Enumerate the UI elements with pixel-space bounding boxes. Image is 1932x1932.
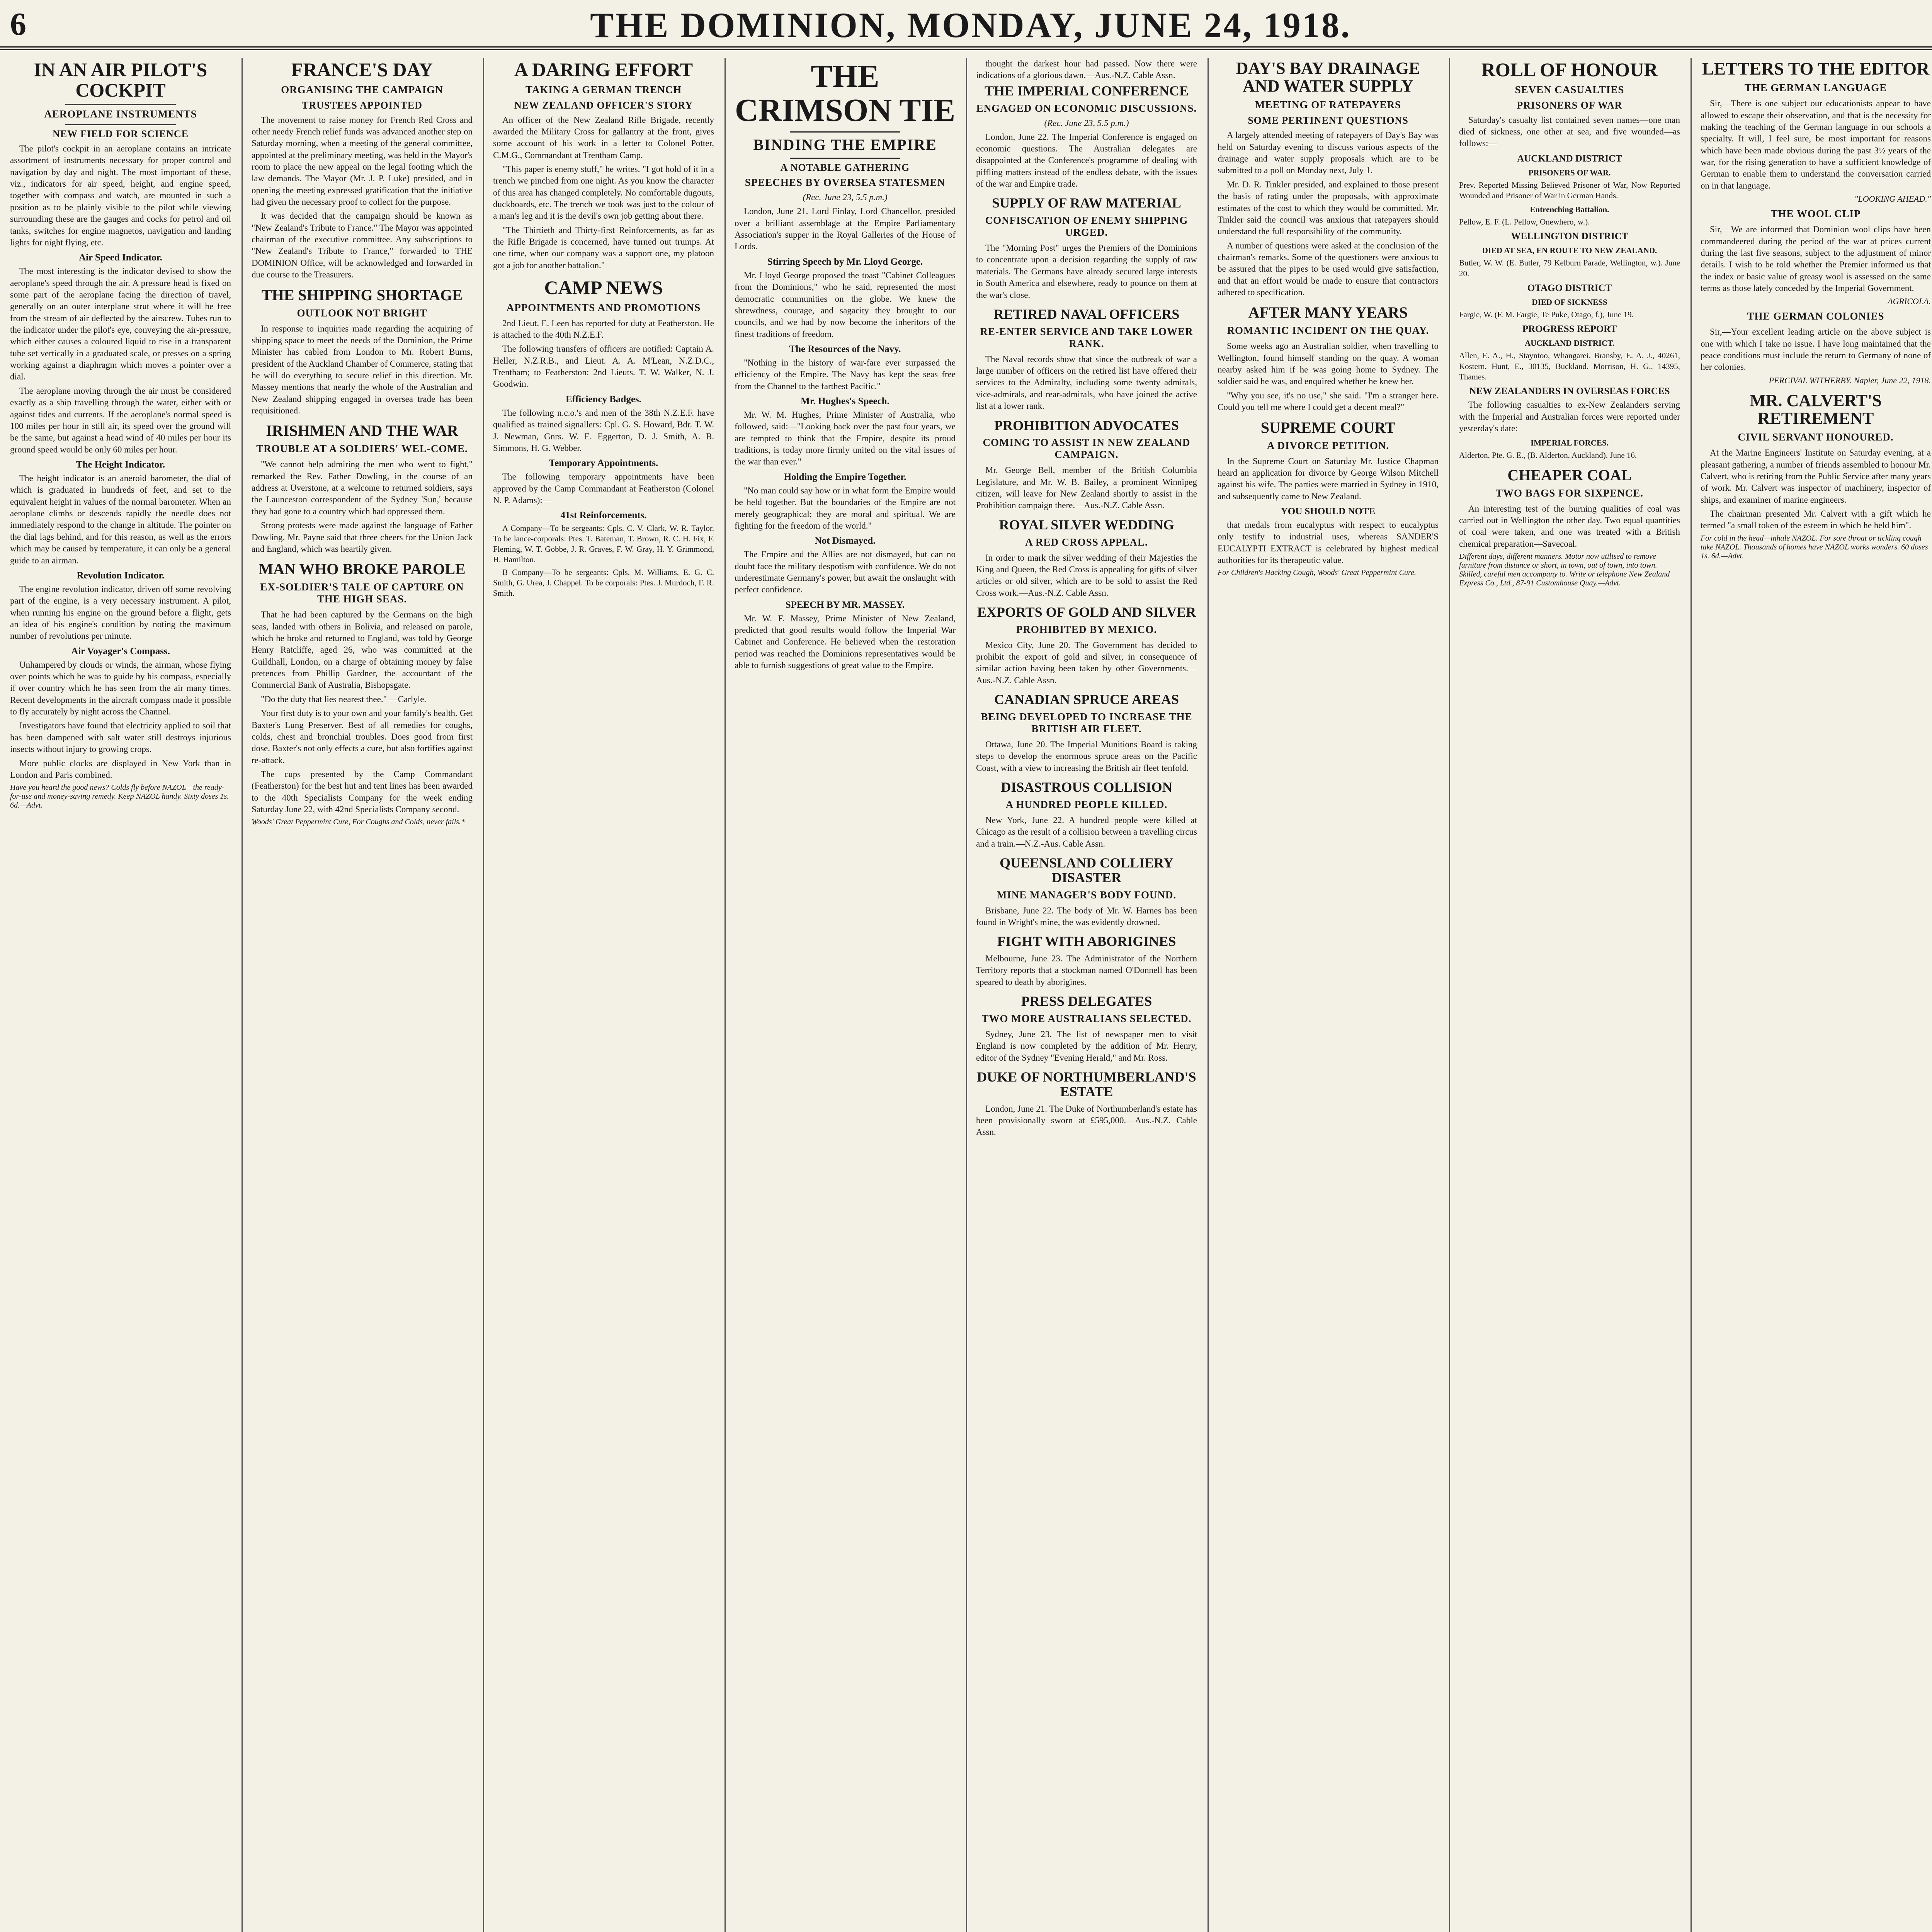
- deck: APPOINTMENTS AND PROMOTIONS: [506, 301, 701, 313]
- paragraph: Sir,—Your excellent leading article on the above subject is one with which I take no issue. I have long maintained that the peace conditions must include the return to Germany of none of her colonies.: [1701, 327, 1931, 372]
- side-heading: NEW ZEALANDERS IN OVERSEAS FORCES: [1469, 386, 1670, 397]
- dateline: (Rec. June 23, 5.5 p.m.): [1044, 118, 1129, 128]
- paragraph: Investigators have found that electricity applied to soil that has been dampened with salt water still destroys injurious insects without injury to growing crops.: [10, 721, 231, 754]
- subhead: NEW ZEALAND OFFICER'S STORY: [514, 99, 693, 111]
- paragraph: More public clocks are displayed in New York than in London and Paris combined.: [10, 758, 231, 780]
- article-northumberland: [976, 1070, 1197, 1138]
- headline: CAMP NEWS: [544, 277, 663, 299]
- article-frances-day: [252, 60, 473, 281]
- headline: DAY'S BAY DRAINAGE AND WATER SUPPLY: [1236, 59, 1420, 96]
- deck: BEING DEVELOPED TO INCREASE THE BRITISH AIR FLEET.: [981, 711, 1192, 735]
- paragraph: Melbourne, June 23. The Administrator of the Northern Territory reports that a stockman named O'Donnell has been speared to death by aborigines.: [976, 954, 1197, 987]
- deck: ORGANISING THE CAMPAIGN: [281, 83, 443, 95]
- column-5: [971, 58, 1202, 1932]
- article-raw-material: [976, 196, 1197, 301]
- paragraph: At the Marine Engineers' Institute on Saturday evening, at a pleasant gathering, a number of friends assembled to honour Mr. Calvert, who is retiring from the Public Service after many years of work. Mr. Calvert was inspector of machinery, inspector of ships, and examiner of marine engineers.: [1701, 448, 1931, 505]
- paragraph: The Empire and the Allies are not dismayed, but can no doubt face the military despotism with confidence. We do not underestimate Germany's power, but await the onslaught with perfect confidence.: [735, 549, 956, 595]
- paragraph: The most interesting is the indicator devised to show the aeroplane's speed through the air. A pressure head is fixed on some part of the aeroplane facing the direction of travel, generally on an outer interplane strut where it will be free from the stream of air deflected by the airscrew. Tubes run to the indicator under the pilot's eye, conveying the air-pressure, which either causes a coloured liquid to rise in a transparent tube set vertically in a graduated scale, or presses on a spring working against a diaphragm which moves a pointer over a dial.: [10, 266, 231, 382]
- side-heading: Temporary Appointments.: [549, 458, 658, 469]
- article-irishmen: [252, 423, 473, 555]
- paragraph: Strong protests were made against the language of Father Dowling. Mr. Payne said that three cheers for the Union Jack and England, which was heartily given.: [252, 520, 473, 554]
- paragraph: An interesting test of the burning qualities of coal was carried out in Wellington the other day. Two equal quantities of coal were taken, and one was treated with a British chemical preparation—Savecoal.: [1459, 503, 1680, 549]
- article-gold-silver: [976, 605, 1197, 686]
- article-cheaper-coal: [1459, 467, 1680, 588]
- paragraph: Ottawa, June 20. The Imperial Munitions Board is taking steps to develop the enormous spruce areas on the Pacific Coast, with a view to increasing the British air fleet tenfold.: [976, 740, 1197, 773]
- deck: TWO BAGS FOR SIXPENCE.: [1495, 487, 1644, 499]
- paragraph: The following transfers of officers are notified: Captain A. Heller, N.Z.R.B., and Lieut. A. A. M'Lean, N.Z.D.C., Trentham; to Featherston: 2nd Lieuts. T. W. Walker, N. J. Goodwin.: [493, 344, 714, 389]
- column-rule: [483, 58, 484, 1932]
- subhead: PRISONERS OF WAR: [1517, 99, 1622, 111]
- paragraph: It was decided that the campaign should be known as "New Zealand's Tribute to France." The Mayor was appointed chairman of the executive committee. Any subscriptions to "New Zealand's Tribute to France," forwarded to THE DOMINION Office, will be acknowledged and forwarded in due course to the Treasurers.: [252, 211, 473, 280]
- article-calvert: [1701, 392, 1931, 561]
- paragraph: Mr. W. F. Massey, Prime Minister of New Zealand, predicted that good results would follow the Imperial War Cabinet and Conference. He believed when the restoration period was reached the Dominions representatives would be able to furnish suggestions of great value to the Empire.: [735, 613, 956, 670]
- article-after-many-years: [1218, 304, 1439, 413]
- deck: CONFISCATION OF ENEMY SHIPPING URGED.: [985, 214, 1188, 238]
- column-rule: [1449, 58, 1450, 1932]
- article-aborigines: [976, 934, 1197, 988]
- advertisement: For cold in the head—inhale NAZOL. For sore throat or tickling cough take NAZOL. Thousands of homes have NAZOL works wonders. 60 doses 1s. 6d.—Advt.: [1701, 534, 1928, 560]
- deck: A RED CROSS APPEAL.: [1025, 536, 1148, 548]
- headline: MR. CALVERT'S RETIREMENT: [1750, 391, 1882, 428]
- paragraph: In order to mark the silver wedding of their Majesties the King and Queen, the Red Cross is appealing for gifts of silver articles or old silver, which are to be sold to assist the Red Cross work.—Aus.-N.Z. Cable Assn.: [976, 553, 1197, 598]
- article-naval-officers: [976, 307, 1197, 412]
- paragraph: The height indicator is an aneroid barometer, the dial of which is graduated in hundreds of feet, and set to the equivalent height in values of the normal barometer. When an aeroplane climbs or descends rapidly the needle does not immediately respond to the change in altitude. The pointer on the dial lags behind, and for this reason, as well as the errors which may be caused by temperature, it can only be a general guide to an airman.: [10, 473, 231, 565]
- paragraph: London, June 21. The Duke of Northumberland's estate has been provisionally sworn at £595,000.—Aus.-N.Z. Cable Assn.: [976, 1104, 1197, 1137]
- side-heading: Revolution Indicator.: [77, 570, 165, 581]
- paragraph: Unhampered by clouds or winds, the airman, whose flying over points which he was to guide by his compass, especially if over country which he has seen from the air many times. Recent developments in the aircraft compass made it possible to fly accurately by night across the Channel.: [10, 660, 231, 717]
- list-item: Pellow, E. F. (L. Pellow, Onewhero, w.).: [1459, 217, 1590, 227]
- column-rule: [724, 58, 726, 1932]
- paragraph: Some weeks ago an Australian soldier, when travelling to Wellington, found himself standing on the quay. A woman nearby asked him if he was going home to Sydney. The soldier said he was, and enquired whether he knew her.: [1218, 341, 1439, 386]
- headline: AFTER MANY YEARS: [1248, 304, 1408, 321]
- column-2: [247, 58, 477, 1932]
- article-spruce: [976, 692, 1197, 774]
- article-crimson-tie: [735, 60, 956, 672]
- side-heading: IMPERIAL FORCES.: [1531, 438, 1609, 448]
- article-silver-wedding: [976, 518, 1197, 599]
- paragraph: London, June 22. The Imperial Conference is engaged on economic questions. The Australian delegates are disappointed at the Conference's programme of dealing with piffling matters instead of the endless debate, with the issues of the war and Empire trade.: [976, 132, 1197, 189]
- headline: PRESS DELEGATES: [1021, 993, 1152, 1009]
- deck: TWO MORE AUSTRALIANS SELECTED.: [981, 1012, 1192, 1024]
- deck: TAKING A GERMAN TRENCH: [525, 83, 682, 95]
- signature: PERCIVAL WITHERBY. Napier, June 22, 1918.: [1769, 375, 1931, 385]
- side-heading: Air Voyager's Compass.: [71, 646, 170, 656]
- paragraph: "Do the duty that lies nearest thee." —Carlyle.: [261, 694, 427, 704]
- subhead: NEW FIELD FOR SCIENCE: [52, 128, 189, 139]
- paragraph: London, June 21. Lord Finlay, Lord Chancellor, presided over a brilliant assemblage at the Empire Parliamentary Association's supper in the Royal Galleries of the House of Lords.: [735, 206, 956, 252]
- headline: THE SHIPPING SHORTAGE: [261, 286, 463, 304]
- headline: FIGHT WITH ABORIGINES: [997, 934, 1176, 949]
- divider: [790, 131, 900, 133]
- deck: EX-SOLDIER'S TALE OF CAPTURE ON THE HIGH SEAS.: [260, 581, 464, 605]
- column-4: [730, 58, 960, 1932]
- headline: RETIRED NAVAL OFFICERS: [993, 306, 1180, 322]
- divider: [65, 124, 176, 125]
- paragraph: The aeroplane moving through the air must be considered exactly as a ship travelling through the water, either with or against tides and currents. If the aeroplane's normal speed is 100 miles per hour in still air, its speed over the ground will be the same, but against a head wind of 40 miles per hour its ground speed would be only 60 miles per hour.: [10, 386, 231, 454]
- side-heading: Mr. Hughes's Speech.: [801, 396, 889, 407]
- side-heading: OTAGO DISTRICT: [1527, 283, 1612, 294]
- paragraph: The "Morning Post" urges the Premiers of the Dominions to concentrate upon a decision regarding the supply of raw materials. The Germans have already secured large interests in South America and elsewhere, ready to pounce on them at the war's close.: [976, 243, 1197, 300]
- headline: ROYAL SILVER WEDDING: [999, 517, 1174, 532]
- deck: AEROPLANE INSTRUMENTS: [44, 108, 197, 120]
- paragraph: "This paper is enemy stuff," he writes. "I got hold of it in a trench we pinched from one night. As you know the character of this area has changed completely. No comfortable dugouts, duckboards, etc. The trench we took was just to the colour of a man's leg and it is the devil's own job getting about there.: [493, 164, 714, 221]
- paragraph: Mexico City, June 20. The Government has decided to prohibit the export of gold and silver, in consequence of similar action having been taken by other Governments.—Aus.-N.Z. Cable Assn.: [976, 640, 1197, 685]
- advertisement: Have you heard the good news? Colds fly before NAZOL—the ready-for-use and money-saving remedy. Keep NAZOL handy. Sixty doses 1s. 6d.—Advt.: [10, 783, 229, 810]
- deck: ENGAGED ON ECONOMIC DISCUSSIONS.: [976, 102, 1197, 114]
- paragraph: that medals from eucalyptus with respect to eucalyptus only testify to industrial uses, whereas SANDER'S EUCALYPTI EXTRACT is celebrated by highest medical authorities for its therapeutic value.: [1218, 520, 1439, 565]
- article-days-bay: [1218, 60, 1439, 298]
- paragraph: Mr. D. R. Tinkler presided, and explained to those present the basis of rating under the proposals, with approximate estimates of the cost to which they would be committed. Mr. Tinkler said the council was anxious that ratepayers should understand the full responsibility of the community.: [1218, 179, 1439, 236]
- headline: PROHIBITION ADVOCATES: [994, 417, 1179, 433]
- article-roll-of-honour: [1459, 60, 1680, 461]
- paragraph: Saturday's casualty list contained seven names—one man died of sickness, one other at sea, and five wounded—as follows:—: [1459, 115, 1680, 148]
- side-heading: PRISONERS OF WAR.: [1528, 168, 1611, 177]
- divider: [65, 104, 176, 105]
- headline: THE CRIMSON TIE: [735, 58, 956, 129]
- paragraph: The engine revolution indicator, driven off some revolving part of the engine, is a very necessary instrument. A pilot, when running his engine on the ground before a flight, gets an idea of his engine's condition by noting the maximum number of revolutions per minute.: [10, 584, 231, 641]
- article-supreme-court: [1218, 420, 1439, 578]
- paper-title: THE DOMINION, MONDAY, JUNE 24, 1918.: [590, 5, 1351, 45]
- deck: RE-ENTER SERVICE AND TAKE LOWER RANK.: [980, 325, 1193, 349]
- deck: CIVIL SERVANT HONOURED.: [1738, 431, 1894, 443]
- paragraph: Mr. Lloyd George proposed the toast "Cabinet Colleagues from the Dominions," who he said, represented the most democratic communities on the globe. We knew the shrewdness, courage, and sagacity they brought to our councils, and we had by now become the inheritors of the finest traditions of freedom.: [735, 270, 956, 339]
- side-heading: WELLINGTON DISTRICT: [1511, 231, 1628, 242]
- signature: AGRICOLA.: [1888, 296, 1931, 306]
- paragraph: "The Thirtieth and Thirty-first Reinforcements, as far as the Rifle Brigade is concerned, have turned out trumps. At one time, when our company was a support one, my platoon got a job for another battalion.": [493, 225, 714, 270]
- article-camp-news: [493, 277, 714, 598]
- paragraph: "Nothing in the history of war-fare ever surpassed the efficiency of the Empire. The Navy has kept the seas free from the Channel to the farthest Pacific.": [735, 357, 956, 391]
- side-heading: SPEECH BY MR. MASSEY.: [785, 599, 905, 610]
- headline: LETTERS TO THE EDITOR: [1702, 59, 1930, 78]
- deck: BINDING THE EMPIRE: [753, 136, 937, 154]
- subhead: SOME PERTINENT QUESTIONS: [1248, 115, 1408, 126]
- paragraph: The following n.c.o.'s and men of the 38th N.Z.E.F. have qualified as trained signallers: Cpl. G. S. Howard, Bdr. T. W. J. Newman, Gnrs. W. E. Eggerton, D. J. Smith, A. B. Simmons, H. G. Webber.: [493, 408, 714, 453]
- paragraph: The Naval records show that since the outbreak of war a large number of officers on the retired list have offered their services to the Admiralty, including some twenty admirals, vice-admirals, and rear-admirals, who have joined the active list at a lower rank.: [976, 354, 1197, 411]
- masthead: [0, 0, 1932, 50]
- side-heading: Efficiency Badges.: [566, 394, 641, 405]
- advertisement: Woods' Great Peppermint Cure, For Coughs and Colds, never fails.*: [252, 818, 465, 827]
- subhead: TRUSTEES APPOINTED: [301, 99, 423, 111]
- headline: A DARING EFFORT: [514, 59, 693, 80]
- paragraph: Brisbane, June 22. The body of Mr. W. Harnes has been found in Wright's mine, the was evidently drowned.: [976, 905, 1197, 927]
- deck: PROHIBITED BY MEXICO.: [1016, 623, 1157, 635]
- article-imperial-conference: [976, 84, 1197, 190]
- paragraph: An officer of the New Zealand Rifle Brigade, recently awarded the Military Cross for gallantry at the front, gives some account of his work in a letter to Colonel Potter, C.M.G., Commandant at Trentham Camp.: [493, 115, 714, 160]
- headline: SUPREME COURT: [1260, 418, 1396, 436]
- headline: CANADIAN SPRUCE AREAS: [994, 692, 1179, 707]
- column-6: [1213, 58, 1443, 1932]
- column-7: [1454, 58, 1685, 1932]
- article-press-delegates: [976, 994, 1197, 1064]
- headline: QUEENSLAND COLLIERY DISASTER: [1000, 855, 1173, 885]
- column-rule: [966, 58, 967, 1932]
- deck: SPEECHES BY OVERSEA STATESMEN: [745, 177, 946, 189]
- paragraph: Sydney, June 23. The list of newspaper men to visit England is now completed by the addition of Mr. Henry, editor of the Sydney "Evening Herald," and Mr. Ross.: [976, 1029, 1197, 1063]
- list-item: Prev. Reported Missing Believed Prisoner of War, Now Reported Wounded and Prisoner of War in German Hands.: [1459, 180, 1680, 200]
- headline: FRANCE'S DAY: [291, 59, 433, 80]
- column-rule: [1208, 58, 1209, 1932]
- paragraph: 2nd Lieut. E. Leen has reported for duty at Featherston. He is attached to the 40th N.Z.E.F.: [493, 318, 714, 340]
- headline: IRISHMEN AND THE WAR: [266, 422, 458, 440]
- paragraph: "Why you see, it's no use," she said. "I'm a stranger here. Could you tell me where I could get a decent meal?": [1218, 390, 1439, 412]
- side-heading: Holding the Empire Together.: [784, 471, 906, 482]
- deck: A DIVORCE PETITION.: [1267, 439, 1389, 451]
- side-heading: AUCKLAND DISTRICT: [1517, 153, 1622, 164]
- side-heading: DIED OF SICKNESS: [1532, 298, 1607, 307]
- paragraph: Sir,—There is one subject our educationists appear to have allowed to escape their observation, and that is the necessity for making the teaching of the German language in our schools a specialty. It will, I feel sure, be most important for reasons which have been made obvious during the past 3½ years of the war, for the rising generation to have a sufficient knowledge of German to enable them to understand the conversation carried on in that language.: [1701, 99, 1931, 190]
- headline: DISASTROUS COLLISION: [1001, 779, 1172, 795]
- article-broke-parole: [252, 561, 473, 827]
- side-heading: Not Dismayed.: [815, 536, 876, 546]
- headline: IN AN AIR PILOT'S COCKPIT: [34, 59, 207, 101]
- deck: OUTLOOK NOT BRIGHT: [297, 307, 427, 319]
- article-prohibition: [976, 418, 1197, 512]
- headline: THE IMPERIAL CONFERENCE: [984, 83, 1189, 99]
- deck: TROUBLE AT A SOLDIERS' WEL-COME.: [256, 443, 468, 455]
- article-air-pilot: [10, 60, 231, 810]
- headline: DUKE OF NORTHUMBERLAND'S ESTATE: [977, 1069, 1196, 1099]
- deck: MEETING OF RATEPAYERS: [1255, 99, 1401, 111]
- deck: COMING TO ASSIST IN NEW ZEALAND CAMPAIGN.: [983, 437, 1190, 461]
- column-3: [488, 58, 719, 1932]
- side-heading: YOU SHOULD NOTE: [1281, 506, 1376, 517]
- deck: THE WOOL CLIP: [1770, 208, 1861, 220]
- side-heading: Entrenching Battalion.: [1530, 205, 1609, 214]
- side-heading: AUCKLAND DISTRICT.: [1525, 338, 1614, 348]
- column-8: [1696, 58, 1932, 1932]
- signature: "LOOKING AHEAD.": [1854, 194, 1931, 204]
- list-item: Alderton, Pte. G. E., (B. Alderton, Auckland). June 16.: [1459, 451, 1637, 460]
- advertisement: For Children's Hacking Cough, Woods' Great Peppermint Cure.: [1218, 568, 1416, 577]
- column-rule: [242, 58, 243, 1932]
- paragraph: B Company—To be sergeants: Cpls. M. Williams, E. G. C. Smith, G. Urea, J. Chappel. To be corporals: Ptes. J. Murdoch, F. R. Smith.: [493, 567, 714, 598]
- paragraph: A number of questions were asked at the conclusion of the chairman's remarks. Some of the questioners were anxious to be assured that the pipes to be used would give satisfaction, and that an effort would be made to ensure that contractors adhered to specification.: [1218, 240, 1439, 298]
- headline: EXPORTS OF GOLD AND SILVER: [977, 604, 1196, 620]
- side-heading: 41st Reinforcements.: [560, 510, 647, 521]
- paragraph: Mr. W. M. Hughes, Prime Minister of Australia, who followed, said:—"Looking back over the past four years, we are tempted to think that the Empire, despite its proud traditions, is today more firmly united on the vital issues of the war than ever.": [735, 410, 956, 467]
- column-rule: [1690, 58, 1692, 1932]
- paragraph: In response to inquiries made regarding the acquiring of shipping space to meet the needs of the Dominion, the Prime Minister has cabled from London to Mr. Robert Burns, president of the Auckland Chamber of Commerce, stating that he will do everything to secure relief in this direction. Mr. Massey mentions that nearly the whole of the Australian and New Zealand shipping engaged in oversea trade has been requisitioned.: [252, 323, 473, 416]
- side-heading: Air Speed Indicator.: [78, 252, 162, 263]
- article-colliery: [976, 856, 1197, 928]
- paragraph: The cups presented by the Camp Commandant (Featherston) for the best hut and tent lines has been awarded to the 40th Specialists Company for the week ending Saturday June 22, with 42nd Specialists Company second.: [252, 769, 473, 815]
- deck: MINE MANAGER'S BODY FOUND.: [997, 889, 1177, 901]
- side-heading: PROGRESS REPORT: [1522, 324, 1617, 335]
- side-heading: The Resources of the Navy.: [789, 344, 901, 354]
- paragraph: The following casualties to ex-New Zealanders serving with the Imperial and Australian forces were reported under yesterday's date:: [1459, 400, 1680, 433]
- headline: CHEAPER COAL: [1507, 466, 1632, 484]
- subhead: A NOTABLE GATHERING: [780, 162, 910, 173]
- deck: SEVEN CASUALTIES: [1515, 83, 1624, 95]
- deck: ROMANTIC INCIDENT ON THE QUAY.: [1227, 325, 1429, 337]
- article-letters: [1701, 60, 1931, 386]
- divider: [790, 158, 900, 159]
- headline: MAN WHO BROKE PAROLE: [259, 560, 466, 578]
- paragraph: "No man could say how or in what form the Empire would be held together. But the boundaries of the Empire are not merely geographical; they are moral and spiritual. We are fighting for the freedom of the world.": [735, 485, 956, 531]
- paragraph: The movement to raise money for French Red Cross and other needy French relief funds was advanced another step on Saturday morning, when a meeting of the general committee, appointed at the preliminary meeting, was held in the Mayor's room to place the new appeal on the legal footing which the law demands. The Mayor (Mr. J. P. Luke) presided, and in opening the meeting expressed gratification that the initiative had given the necessary proof to collect for the purpose.: [252, 115, 473, 207]
- headline: SUPPLY OF RAW MATERIAL: [992, 195, 1181, 211]
- list-item: Butler, W. W. (E. Butler, 79 Kelburn Parade, Wellington, w.). June 20.: [1459, 258, 1680, 278]
- deck: A HUNDRED PEOPLE KILLED.: [1005, 798, 1168, 810]
- side-heading: DIED AT SEA, EN ROUTE TO NEW ZEALAND.: [1482, 246, 1657, 255]
- list-item: Fargie, W. (F. M. Fargie, Te Puke, Otago, f.), June 19.: [1459, 310, 1634, 320]
- paragraph: thought the darkest hour had passed. Now there were indications of a glorious dawn.—Aus.-N.Z. Cable Assn.: [976, 59, 1197, 80]
- list-item: Allen, E. A., H., Stayntoo, Whangarei. Bransby, E. A. J., 40261, Kostern. Hunt, E., 30135, Buckland. Morrison, H. G., 14395, Thames.: [1459, 351, 1680, 381]
- side-heading: Stirring Speech by Mr. Lloyd George.: [767, 256, 923, 267]
- column-1: [5, 58, 236, 1932]
- deck: THE GERMAN LANGUAGE: [1744, 82, 1887, 94]
- advertisement: Different days, different manners. Motor now utilised to remove furniture from distance or short, in town, out of town, into town. Skilled, careful men accompany to. Write or telephone New Zealand Express Co., Ltd., 87-91 Customhouse Quay.—Advt.: [1459, 552, 1670, 588]
- paragraph: New York, June 22. A hundred people were killed at Chicago as the result of a collision between a travelling circus and a train.—N.Z.-Aus. Cable Assn.: [976, 815, 1197, 849]
- paragraph: Mr. George Bell, member of the British Columbia Legislature, and Mr. W. B. Bailey, a prominent Winnipeg citizen, will leave for New Zealand shortly to assist in the Prohibition campaign there.—Aus.-N.Z. Cable Assn.: [976, 465, 1197, 510]
- article-daring-effort: [493, 60, 714, 271]
- paragraph: "We cannot help admiring the men who went to fight," remarked the Rev. Father Dowling, in the course of an address at Uverstone, at a welcome to returned soldiers, says the Launceston correspondent of the Sydney 'Sun,' because they had gone to a country which had oppressed them.: [252, 459, 473, 516]
- page-number: 6: [10, 6, 26, 42]
- paragraph: The following temporary appointments have been approved by the Camp Commandant at Featherston (Colonel N. P. Adams):—: [493, 472, 714, 505]
- deck: THE GERMAN COLONIES: [1747, 310, 1884, 322]
- paragraph: A largely attended meeting of ratepayers of Day's Bay was held on Saturday evening to discuss various aspects of the drainage and water supply proposals which are to be submitted to a poll on Monday next, July 1.: [1218, 130, 1439, 175]
- article-shipping-shortage: [252, 287, 473, 417]
- article-collision: [976, 780, 1197, 850]
- dateline: (Rec. June 23, 5.5 p.m.): [803, 192, 888, 202]
- paragraph: Sir,—We are informed that Dominion wool clips have been commandeered during the period of the war at prices current during the last five seasons, subject to the adjustment of minor details. I wish to be told whether the Premier informed us that the index or basic value of greasy wool is assessed on the same terms as those lately conceded by the Imperial Government.: [1701, 224, 1931, 293]
- paragraph: Your first duty is to your own and your family's health. Get Baxter's Lung Preserver. Best of all remedies for coughs, colds, chest and bronchial troubles. Does good from first dose. Baxter's not only effects a cure, but also fortifies against re-attack.: [252, 708, 473, 765]
- paragraph: The chairman presented Mr. Calvert with a gift which he termed "a small token of the esteem in which he held him".: [1701, 509, 1931, 531]
- paragraph: The pilot's cockpit in an aeroplane contains an intricate assortment of instruments necessary for proper control and navigation by day and night. The most important of these, viz., indicators for air speed, height, and engine speed, together with compass and watch, are mounted in such a position as to be plainly visible to the pilot while viewing surrounding these are the gauges and cocks for petrol and oil tanks, switches for engine magnetos, navigation and landing lights for night flying, etc.: [10, 144, 231, 247]
- side-heading: The Height Indicator.: [76, 459, 165, 470]
- paragraph: In the Supreme Court on Saturday Mr. Justice Chapman heard an application for divorce by George Wilson Mitchell against his wife. The parties were married in Sydney in 1910, and subsequently came to New Zealand.: [1218, 456, 1439, 501]
- paragraph: That he had been captured by the Germans on the high seas, landed with others in Bolivia, and released on parole, which he broke and returned to England, was told by George Henry Ratcliffe, aged 26, who was committed at the Guildhall, London, on a charge of obtaining money by false pretences from Phillip Gardner, the accountant of the Commercial Bank of Australia, Bishopsgate.: [252, 610, 473, 690]
- headline: ROLL OF HONOUR: [1481, 59, 1658, 80]
- paragraph: A Company—To be sergeants: Cpls. C. V. Clark, W. R. Taylor. To be lance-corporals: Ptes. T. Bateman, T. Brown, R. C. H. Fix, F. Fleming, W. T. Gobbe, J. R. Graves, F. W. Gray, H. Y. Grimmond, H. Hamilton.: [493, 524, 714, 564]
